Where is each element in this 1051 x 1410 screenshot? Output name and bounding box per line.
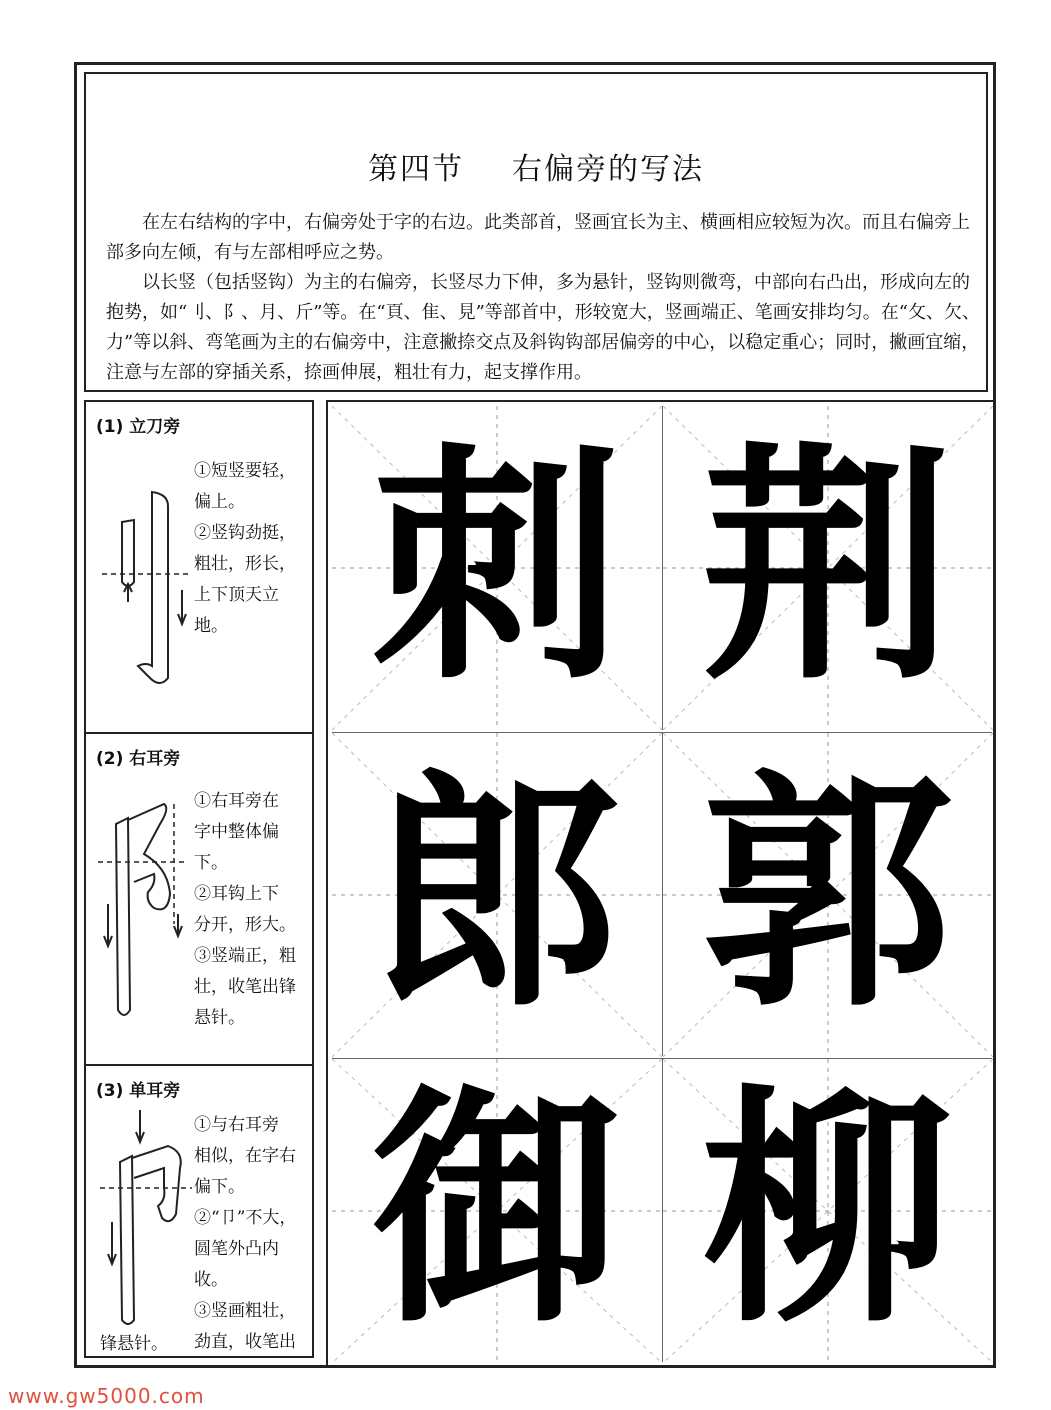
calligraphy-character: 刺 — [372, 422, 622, 713]
section-label: (3) 单耳旁 — [96, 1081, 181, 1101]
standing-knife-stroke-diagram — [98, 482, 194, 702]
section-label: (1) 立刀旁 — [96, 417, 181, 437]
section-notes-tail: 锋悬针。 — [100, 1334, 168, 1354]
section-notes: ①与右耳旁 相似，在字右 偏下。 ②“卩”不大， 圆笔外凸内 收。 ③竖画粗壮， 劲直，收笔出 — [194, 1115, 297, 1352]
section-number: 第四节 — [368, 152, 464, 187]
character-cell — [332, 406, 662, 730]
calligraphy-character: 荆 — [702, 422, 953, 713]
site-watermark: www.gw5000.com — [8, 1384, 205, 1408]
character-grid — [326, 400, 996, 1368]
character-cell — [662, 406, 992, 730]
section-single-ear — [86, 1064, 312, 1356]
character-cell — [332, 1058, 662, 1362]
calligraphy-character: 柳 — [702, 1064, 953, 1356]
intro-paragraph-2: 以长竖（包括竖钩）为主的右偏旁，长竖尽力下伸，多为悬针，竖钩则微弯，中部向右凸出，形成向左的抱势，如“刂、阝、月、斤”等。在“頁、隹、見”等部首中，形较宽大，竖画端正、笔画安排均匀。在“攵、欠、力”等以斜、弯笔画为主的右偏旁中，注意撇捺交点及斜钩钩部居偏旁的中心，以稳定重心；同时，撇画宜缩，注意与左部的穿插关系，捺画伸展，粗壮有力，起支撑作用。 — [106, 272, 981, 383]
character-cell — [332, 732, 662, 1056]
character-cell — [662, 732, 992, 1056]
section-notes: ①右耳旁在 字中整体偏 下。 ②耳钩上下 分开，形大。 ③竖端正，粗 壮，收笔出锋 悬针。 — [194, 791, 296, 1028]
page-title — [86, 144, 986, 188]
intro-box — [84, 72, 988, 392]
section-standing-knife — [86, 402, 312, 732]
radical-notes-column — [84, 400, 314, 1358]
right-ear-stroke-diagram — [98, 784, 194, 1034]
calligraphy-character: 郎 — [372, 748, 622, 1040]
section-notes: ①短竖要轻， 偏上。 ②竖钩劲挺， 粗壮，形长， 上下顶天立 地。 — [194, 461, 296, 636]
calligraphy-character: 郭 — [702, 748, 953, 1040]
section-right-ear — [86, 732, 312, 1064]
single-ear-stroke-diagram — [98, 1102, 194, 1332]
intro-paragraph-1: 在左右结构的字中，右偏旁处于字的右边。此类部首，竖画宜长为主、横画相应较短为次。而且右偏旁上部多向左倾，有与左部相呼应之势。 — [106, 212, 970, 263]
calligraphy-character: 御 — [372, 1064, 622, 1356]
character-cell — [662, 1058, 992, 1362]
section-title: 右偏旁的写法 — [512, 152, 704, 187]
section-label: (2) 右耳旁 — [96, 749, 181, 769]
